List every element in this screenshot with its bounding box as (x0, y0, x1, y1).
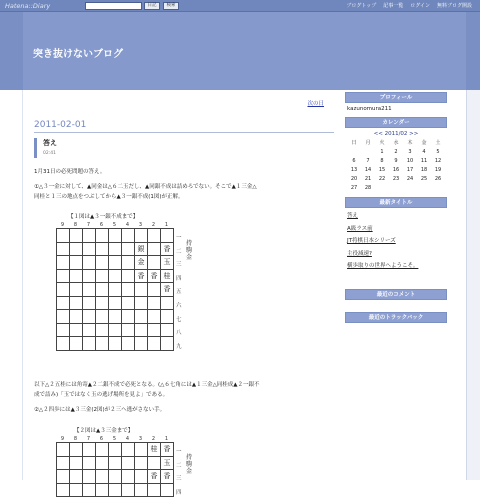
entry-time: 02:41 (43, 151, 56, 156)
board-row (57, 323, 174, 337)
board-square: 玉 (161, 256, 174, 270)
recent-comments-header[interactable]: 最近のコメント (345, 289, 447, 300)
board-square (96, 229, 109, 243)
board-square (70, 310, 83, 324)
board-square (122, 337, 135, 351)
column-number: 2 (151, 436, 156, 442)
board-square (83, 256, 96, 270)
board-square (122, 256, 135, 270)
calendar-day (389, 183, 403, 192)
column-number: 3 (138, 222, 143, 228)
hatena-logo[interactable]: Hatena::Diary (5, 2, 51, 10)
column-number: 1 (164, 222, 169, 228)
board-square (57, 323, 70, 337)
board-square (96, 337, 109, 351)
calendar-day[interactable]: 15 (378, 166, 386, 173)
row-number: 八 (176, 330, 182, 337)
board-square (70, 296, 83, 310)
paragraph-2-line-2: 同桂と１三の地点をつぶしてから▲３一銀不成(1図)が正解。 (34, 194, 184, 200)
board-square: 香 (148, 470, 161, 484)
board-square (109, 443, 122, 457)
row-number: 七 (176, 316, 182, 323)
board-row (57, 470, 174, 484)
board-row (57, 283, 174, 297)
board-square (83, 269, 96, 283)
calendar-body (345, 128, 447, 195)
board-row (57, 269, 174, 283)
recent-title-item[interactable]: 主役減速? (347, 250, 372, 257)
entry-date[interactable]: 2011-02-01 (34, 120, 334, 133)
top-bar (0, 0, 480, 12)
calendar-day[interactable]: 27 (350, 184, 358, 191)
board-square (135, 323, 148, 337)
column-number: 1 (164, 436, 169, 442)
column-number: 3 (138, 436, 143, 442)
calendar-day[interactable]: 8 (380, 157, 384, 164)
board-square (83, 283, 96, 297)
row-number: 六 (176, 302, 182, 309)
calendar-day (417, 183, 431, 192)
nav-login[interactable]: ログイン (410, 3, 430, 9)
board-square (96, 443, 109, 457)
board-square (96, 256, 109, 270)
column-number: 7 (86, 222, 91, 228)
board-square (122, 269, 135, 283)
profile-name[interactable]: kazunomura211 (347, 106, 392, 112)
board-square (109, 229, 122, 243)
board-square (70, 337, 83, 351)
calendar-day (375, 183, 389, 192)
search-button[interactable]: 検索 (163, 2, 179, 10)
board-square: 香 (161, 443, 174, 457)
calendar-day[interactable]: 23 (392, 175, 400, 182)
calendar-day[interactable]: 13 (350, 166, 358, 173)
board-row (57, 456, 174, 470)
calendar-day (431, 183, 445, 192)
nav-article-list[interactable]: 記事一覧 (383, 3, 404, 9)
diagram-1-caption: 【１図は▲３一銀不成まで】 (68, 214, 139, 220)
board-square (122, 229, 135, 243)
board-square (83, 310, 96, 324)
board-square (135, 470, 148, 484)
board-square (161, 483, 174, 497)
calendar-day[interactable]: 6 (352, 157, 356, 164)
board-square (109, 242, 122, 256)
calendar-day[interactable]: 14 (364, 166, 372, 173)
column-number: 8 (73, 436, 78, 442)
recent-titles-header[interactable]: 最新タイトル (345, 197, 447, 208)
board-square (70, 242, 83, 256)
calendar-day[interactable]: 18 (420, 166, 428, 173)
board-row (57, 443, 174, 457)
row-numbers (176, 446, 182, 500)
board-square (70, 443, 83, 457)
board-square (70, 283, 83, 297)
calendar-day[interactable]: 20 (350, 175, 358, 182)
calendar-header: カレンダー (345, 117, 447, 128)
weekday-label: 月 (365, 140, 371, 146)
board-square (135, 337, 148, 351)
calendar-week (347, 147, 445, 156)
board-square (122, 323, 135, 337)
board-square (122, 283, 135, 297)
board-square (70, 229, 83, 243)
board-square: 桂 (161, 269, 174, 283)
board-square (135, 483, 148, 497)
board-square (148, 456, 161, 470)
paragraph-2-line-1: ①△３一金に対して、▲同金は△６二玉だし、▲同銀不成は詰めろでない。そこで▲１三金△ (34, 184, 257, 190)
board-square (122, 470, 135, 484)
board-square (148, 242, 161, 256)
board-square (135, 296, 148, 310)
board-square: 桂 (148, 443, 161, 457)
column-number: 9 (60, 436, 65, 442)
board-square (109, 470, 122, 484)
calendar-day[interactable]: 22 (378, 175, 386, 182)
board-square (109, 256, 122, 270)
board-square (161, 310, 174, 324)
row-number: 二 (176, 248, 182, 255)
board-square: 金 (135, 256, 148, 270)
board-square (135, 229, 148, 243)
calendar-weekdays (347, 138, 445, 147)
board-square (109, 483, 122, 497)
board-square (70, 323, 83, 337)
row-number: 四 (176, 275, 182, 282)
calendar-day[interactable]: 9 (394, 157, 398, 164)
left-gutter (0, 90, 23, 480)
column-number: 4 (125, 436, 130, 442)
row-number: 三 (176, 476, 182, 483)
weekday-label: 日 (351, 140, 357, 146)
recent-title-item[interactable]: 答え (347, 213, 359, 219)
board-square (122, 483, 135, 497)
sidebar (345, 92, 447, 323)
paragraph-3-line-1: 以下△２五桂には角寄▲２二銀不成で必死となる。(△６七角には▲１三金△同桂成▲２一銀不 (34, 382, 260, 388)
board-square (57, 283, 70, 297)
board-square (148, 483, 161, 497)
board-square (83, 296, 96, 310)
board-square: 銀 (135, 242, 148, 256)
calendar-day (403, 183, 417, 192)
pieces-in-hand-1: 持駒 金 (186, 240, 193, 261)
column-number: 8 (73, 222, 78, 228)
board-square (148, 256, 161, 270)
board-square (57, 337, 70, 351)
diary-search-button[interactable]: 日記 (144, 2, 160, 10)
board-square (96, 283, 109, 297)
board-square (83, 483, 96, 497)
board-square (122, 242, 135, 256)
column-number: 5 (112, 222, 117, 228)
board-square: 香 (161, 470, 174, 484)
calendar-day[interactable]: 17 (406, 166, 414, 173)
board-square (57, 456, 70, 470)
entry-header (34, 138, 334, 158)
top-nav (346, 2, 472, 9)
calendar-day[interactable]: 1 (380, 148, 384, 155)
board-square (70, 269, 83, 283)
board-square (70, 483, 83, 497)
board-square (96, 323, 109, 337)
board-grid (56, 442, 174, 497)
column-number: 4 (125, 222, 130, 228)
header-right-band (466, 12, 480, 90)
header-left-band (0, 12, 23, 90)
board-square (96, 296, 109, 310)
calendar-day[interactable]: 19 (434, 166, 442, 173)
board-square (70, 256, 83, 270)
board-square (83, 229, 96, 243)
board-square: 玉 (161, 456, 174, 470)
calendar-table (347, 138, 445, 192)
row-number: 一 (176, 449, 182, 455)
board-square: 香 (148, 269, 161, 283)
recent-title-item[interactable]: 横歩取りの世界へようこそ。 (347, 263, 419, 269)
trackbacks-header[interactable]: 最近のトラックバック (345, 312, 447, 323)
column-number: 5 (112, 436, 117, 442)
board-square (83, 337, 96, 351)
paragraph-4: ②△２四歩には▲３三金(2図)が２三へ逃がさない手。 (34, 407, 166, 413)
board-square (57, 242, 70, 256)
board-square (148, 323, 161, 337)
weekday-label: 水 (393, 140, 399, 146)
calendar-day[interactable]: 3 (408, 148, 412, 155)
column-number: 6 (99, 436, 104, 442)
scrollbar[interactable] (466, 90, 480, 480)
row-number: 九 (176, 343, 182, 350)
board-square (96, 470, 109, 484)
board-square (122, 456, 135, 470)
calendar-day (347, 147, 361, 156)
row-number: 五 (176, 289, 182, 296)
board-row (57, 256, 174, 270)
board-square (83, 443, 96, 457)
board-square (109, 456, 122, 470)
calendar-day[interactable]: 25 (420, 175, 428, 182)
board-square (83, 456, 96, 470)
paragraph-1: 1月31日の必死問題の答え。 (34, 169, 106, 175)
board-square (109, 323, 122, 337)
calendar-day[interactable]: 2 (394, 148, 398, 155)
board-square (83, 470, 96, 484)
recent-titles-list (345, 208, 447, 277)
calendar-day[interactable]: 11 (420, 157, 428, 164)
board-square (135, 283, 148, 297)
board-square (161, 296, 174, 310)
diagram-2-caption: 【２図は▲３三金まで】 (74, 428, 134, 434)
calendar-day[interactable]: 10 (406, 157, 414, 164)
board-square (161, 229, 174, 243)
board-square (96, 483, 109, 497)
calendar-day (361, 147, 375, 156)
search-input[interactable] (85, 2, 142, 10)
board-row (57, 310, 174, 324)
board-square (83, 323, 96, 337)
column-numbers (56, 436, 174, 442)
board-square (109, 283, 122, 297)
board-square (135, 310, 148, 324)
board-square (57, 256, 70, 270)
calendar-day[interactable]: 21 (364, 175, 372, 182)
board-square: 香 (161, 242, 174, 256)
board-square (135, 456, 148, 470)
board-square (135, 443, 148, 457)
board-row (57, 483, 174, 497)
board-square (148, 283, 161, 297)
row-number: 二 (176, 462, 182, 469)
row-number: 三 (176, 262, 182, 269)
profile-body (345, 103, 447, 117)
calendar-week (347, 156, 445, 165)
board-square (109, 310, 122, 324)
recent-title-item[interactable]: JT将棋日本シリーズ (347, 238, 396, 244)
board-square (57, 269, 70, 283)
board-square (148, 229, 161, 243)
board-square (148, 310, 161, 324)
calendar-day[interactable]: 16 (392, 166, 400, 173)
board-row (57, 229, 174, 243)
weekday-label: 土 (435, 140, 441, 146)
calendar-week (347, 174, 445, 183)
calendar-nav[interactable]: << 2011/02 >> (373, 131, 419, 137)
board-square (122, 443, 135, 457)
column-number: 2 (151, 222, 156, 228)
row-number: 四 (176, 489, 182, 496)
board-square: 香 (135, 269, 148, 283)
board-square (96, 269, 109, 283)
profile-header: プロフィール (345, 92, 447, 103)
board-square (148, 337, 161, 351)
shogi-board-1 (56, 222, 174, 351)
nav-create-blog[interactable]: 無料ブログ開設 (436, 3, 472, 9)
calendar-week (347, 165, 445, 174)
board-square (96, 456, 109, 470)
next-day-link[interactable]: 次の日 (307, 101, 324, 107)
board-square (122, 310, 135, 324)
blog-header (0, 12, 480, 90)
row-numbers (176, 232, 182, 354)
board-row (57, 337, 174, 351)
board-square (96, 310, 109, 324)
calendar-day[interactable]: 7 (366, 157, 370, 164)
column-number: 6 (99, 222, 104, 228)
recent-title-item[interactable]: A級ラス前 (347, 225, 373, 232)
board-row (57, 296, 174, 310)
weekday-label: 火 (379, 140, 385, 146)
row-number: 一 (176, 235, 182, 241)
calendar-day[interactable]: 4 (422, 148, 426, 155)
board-square (57, 443, 70, 457)
weekday-label: 木 (407, 140, 413, 146)
board-square (83, 242, 96, 256)
column-number: 9 (60, 222, 65, 228)
calendar-day[interactable]: 28 (364, 184, 372, 191)
board-square (57, 229, 70, 243)
board-square (161, 337, 174, 351)
calendar-day[interactable]: 26 (434, 175, 442, 182)
board-square (109, 269, 122, 283)
board-square (57, 296, 70, 310)
entry-title[interactable]: 答え (43, 139, 57, 147)
board-square (57, 310, 70, 324)
board-square (122, 296, 135, 310)
board-row (57, 242, 174, 256)
board-square (57, 483, 70, 497)
column-numbers (56, 222, 174, 228)
blog-title[interactable]: 突き抜けないブログ (33, 49, 123, 60)
weekday-label: 金 (421, 140, 427, 146)
shogi-board-2 (56, 436, 174, 497)
board-square (70, 470, 83, 484)
board-square (161, 323, 174, 337)
board-square (70, 456, 83, 470)
column-number: 7 (86, 436, 91, 442)
board-square: 香 (161, 283, 174, 297)
calendar-day[interactable]: 12 (434, 157, 442, 164)
calendar-day[interactable]: 24 (406, 175, 414, 182)
nav-blog-top[interactable]: ブログトップ (346, 3, 377, 9)
calendar-week (347, 183, 445, 192)
board-square (109, 337, 122, 351)
board-grid (56, 228, 174, 351)
board-square (148, 296, 161, 310)
board-square (96, 242, 109, 256)
board-square (57, 470, 70, 484)
paragraph-3-line-2: 成で詰み)「玉ではなく玉の逃げ場所を見よ」である。 (34, 392, 169, 398)
board-square (109, 296, 122, 310)
calendar-day[interactable]: 5 (436, 148, 440, 155)
pieces-in-hand-2: 持駒 金 (186, 454, 193, 475)
